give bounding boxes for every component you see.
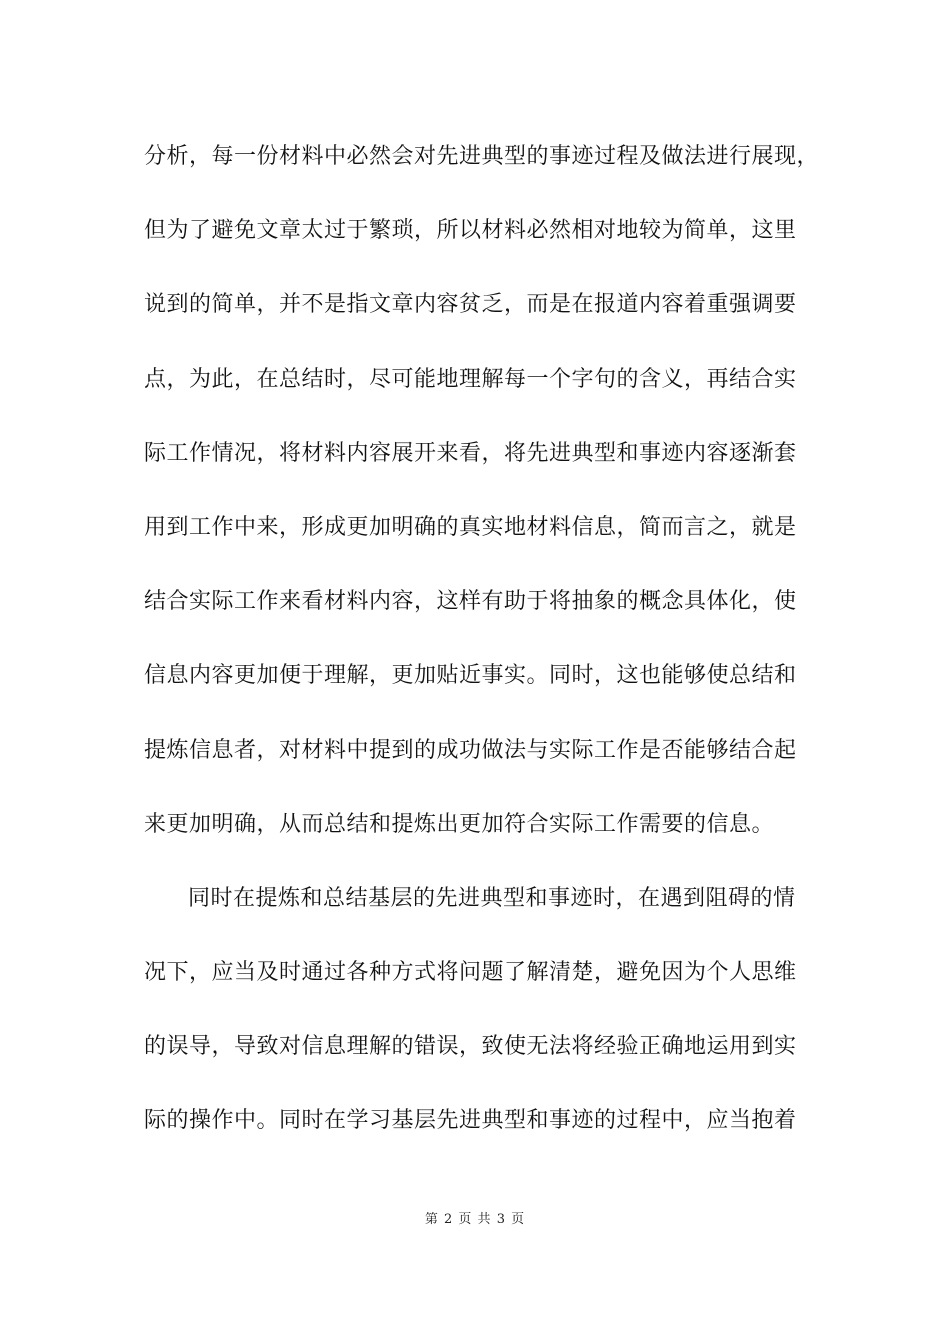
paragraph-start-line: 同时在提炼和总结基层的先进典型和事迹时，在遇到阻碍的情 (188, 885, 796, 911)
text-line: 点，为此，在总结时，尽可能地理解每一个字句的含义，再结合实 (144, 366, 797, 392)
text-line: 的误导，导致对信息理解的错误，致使无法将经验正确地运用到实 (144, 1034, 797, 1060)
text-line: 结合实际工作来看材料内容，这样有助于将抽象的概念具体化，使 (144, 589, 797, 615)
text-line: 但为了避免文章太过于繁琐，所以材料必然相对地较为简单，这里 (144, 218, 797, 244)
text-line: 用到工作中来，形成更加明确的真实地材料信息，简而言之，就是 (144, 514, 797, 540)
text-line: 分析，每一份材料中必然会对先进典型的事迹过程及做法进行展现， (144, 144, 820, 169)
page-number-footer: 第 2 页 共 3 页 (424, 1212, 526, 1227)
text-line: 况下，应当及时通过各种方式将问题了解清楚，避免因为个人思维 (144, 960, 797, 986)
text-line: 提炼信息者，对材料中提到的成功做法与实际工作是否能够结合起 (144, 737, 797, 763)
body-text (144, 128, 820, 1167)
text-line: 信息内容更加便于理解，更加贴近事实。同时，这也能够使总结和 (144, 663, 797, 689)
text-line: 说到的简单，并不是指文章内容贫乏，而是在报道内容着重强调要 (144, 292, 797, 318)
text-line: 际的操作中。同时在学习基层先进典型和事迹的过程中，应当抱着 (144, 1108, 797, 1134)
text-line: 际工作情况，将材料内容展开来看，将先进典型和事迹内容逐渐套 (144, 440, 797, 466)
text-line: 来更加明确，从而总结和提炼出更加符合实际工作需要的信息。 (144, 811, 775, 837)
